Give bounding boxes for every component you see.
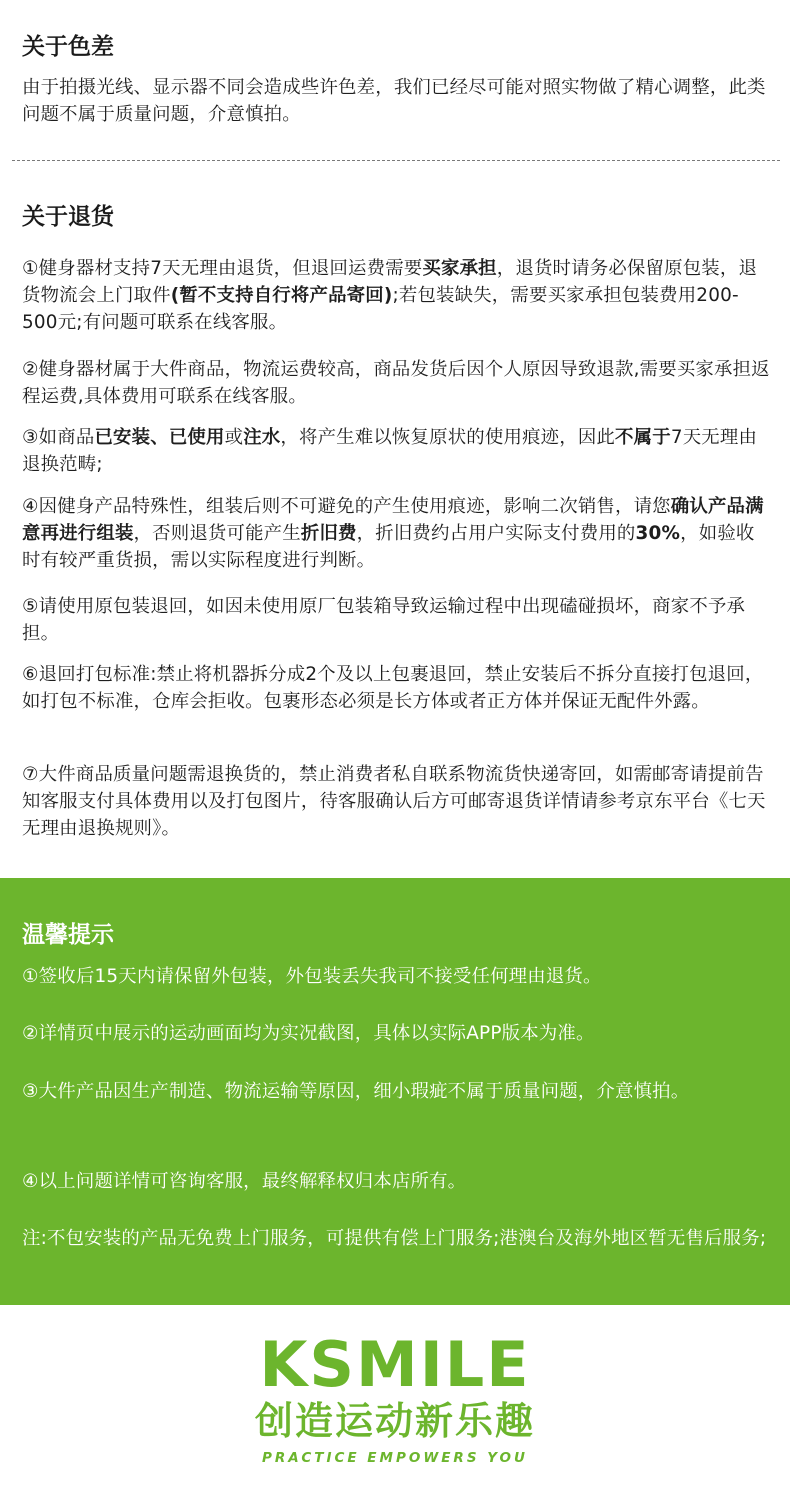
returns-title: 关于退货 xyxy=(22,204,114,230)
returns-item-1: ①健身器材支持7天无理由退货，但退回运费需要买家承担，退货时请务必保留原包装，退货物流会上门取件(暂不支持自行将产品寄回);若包装缺失，需要买家承担包装费用200-500元;有问题可联系在线客服。 xyxy=(22,258,758,333)
tips-title: 温馨提示 xyxy=(22,922,114,948)
brand-logo xyxy=(0,1328,790,1467)
tips-note: 注:不包安装的产品无免费上门服务，可提供有偿上门服务;港澳台及海外地区暂无售后服务; xyxy=(22,1228,767,1249)
returns-item-2: ②健身器材属于大件商品，物流运费较高，商品发货后因个人原因导致退款,需要买家承担返程运费,具体费用可联系在线客服。 xyxy=(22,359,770,407)
tips-item-4: ④以上问题详情可咨询客服，最终解释权归本店所有。 xyxy=(22,1171,467,1192)
returns-item-7: ⑦大件商品质量问题需退换货的，禁止消费者私自联系物流货快递寄回，如需邮寄请提前告知客服支付具体费用以及打包图片，待客服确认后方可邮寄退货详情请参考京东平台《七天无理由退换规则》。 xyxy=(22,764,766,839)
brand-slogan-cn: 创造运动新乐趣 xyxy=(254,1399,535,1443)
returns-item-5: ⑤请使用原包装退回，如因未使用原厂包装箱导致运输过程中出现磕碰损坏，商家不予承担。 xyxy=(22,596,746,644)
tips-item-1: ①签收后15天内请保留外包装，外包装丢失我司不接受任何理由退货。 xyxy=(22,966,602,987)
returns-item-3: ③如商品已安装、已使用或注水，将产生难以恢复原状的使用痕迹，因此不属于7天无理由退换范畴; xyxy=(22,427,758,475)
tips-item-3: ③大件产品因生产制造、物流运输等原因，细小瑕疵不属于质量问题，介意慎拍。 xyxy=(22,1081,690,1102)
color-diff-title: 关于色差 xyxy=(22,34,114,60)
brand-slogan-en: PRACTICE EMPOWERS YOU xyxy=(262,1450,528,1466)
brand-name: KSMILE xyxy=(259,1328,531,1401)
color-diff-body: 由于拍摄光线、显示器不同会造成些许色差，我们已经尽可能对照实物做了精心调整，此类问题不属于质量问题，介意慎拍。 xyxy=(22,77,766,125)
returns-item-4: ④因健身产品特殊性，组装后则不可避免的产生使用痕迹，影响二次销售，请您确认产品满意再进行组装，否则退货可能产生折旧费，折旧费约占用户实际支付费用的30%，如验收时有较严重货损，需以实际程度进行判断。 xyxy=(22,496,764,571)
tips-panel xyxy=(0,878,790,1305)
tips-item-2: ②详情页中展示的运动画面均为实况截图，具体以实际APP版本为准。 xyxy=(22,1023,595,1044)
returns-item-6: ⑥退回打包标准:禁止将机器拆分成2个及以上包裹退回，禁止安装后不拆分直接打包退回，如打包不标准，仓库会拒收。包裹形态必须是长方体或者正方体并保证无配件外露。 xyxy=(22,664,764,712)
dashed-divider xyxy=(12,160,780,161)
